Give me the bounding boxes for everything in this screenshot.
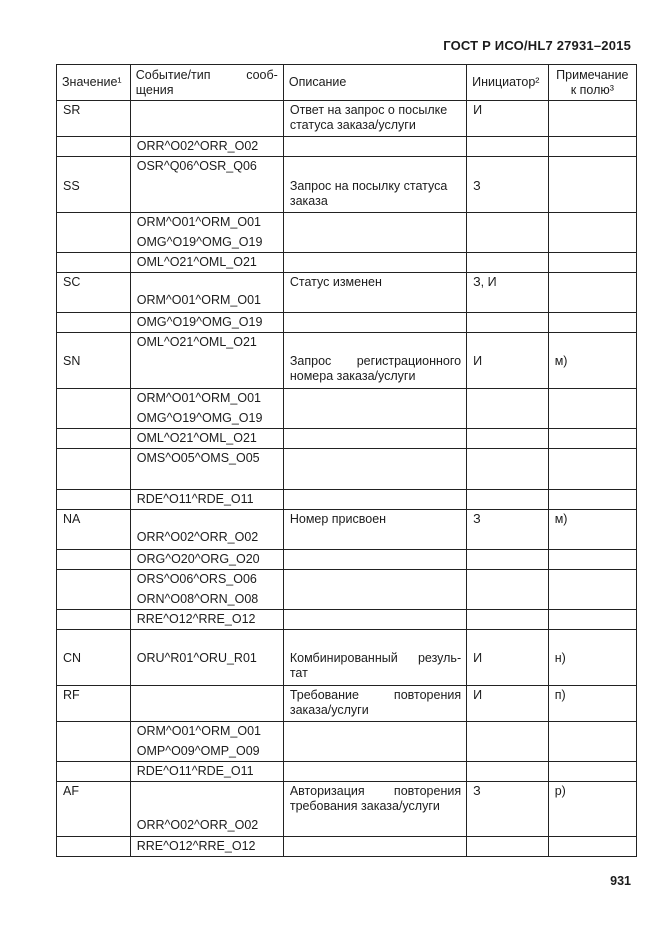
table-row: [57, 837, 637, 857]
cell-description: [283, 590, 466, 610]
cell-value: [57, 409, 131, 429]
cell-description: [283, 742, 466, 762]
cell-note: [548, 742, 636, 762]
cell-initiator: [467, 137, 549, 157]
table-row: [57, 550, 637, 570]
cell-value: [57, 570, 131, 590]
table-row: [57, 686, 637, 722]
cell-initiator: [467, 213, 549, 233]
cell-initiator: [467, 550, 549, 570]
cell-note: [548, 630, 636, 686]
table-row: [57, 630, 637, 686]
cell-value: [57, 762, 131, 782]
desc-word: Требование: [289, 688, 359, 702]
cell-initiator: [467, 333, 549, 389]
cell-description: [283, 762, 466, 782]
table-row: [57, 449, 637, 490]
cell-description: [283, 837, 466, 857]
cell-value: [57, 253, 131, 273]
cell-description: [283, 333, 466, 389]
cell-value: [57, 590, 131, 610]
table-row: [57, 157, 637, 213]
cell-event: OMS^O05^OMS_O05: [130, 449, 283, 490]
value-text: CN: [63, 651, 82, 665]
note-text: м): [554, 354, 568, 368]
value-text: SS: [63, 179, 80, 193]
cell-description: [283, 449, 466, 490]
table-header-row: [57, 65, 637, 101]
cell-value: [57, 490, 131, 510]
table-row: [57, 490, 637, 510]
col-header-event-b: сооб-: [246, 68, 278, 82]
table-row: [57, 610, 637, 630]
cell-value: [57, 722, 131, 742]
cell-description: [283, 686, 466, 722]
cell-initiator: З: [467, 510, 549, 550]
cell-note: [548, 333, 636, 389]
cell-note: п): [548, 686, 636, 722]
cell-description: Статус изменен: [283, 273, 466, 313]
cell-event: [130, 630, 283, 686]
cell-note: [548, 137, 636, 157]
cell-event: OML^O21^OML_O21: [130, 333, 283, 389]
col-header-note: [548, 65, 636, 101]
table-row: [57, 313, 637, 333]
cell-event: OML^O21^OML_O21: [130, 253, 283, 273]
desc-line: [290, 784, 461, 799]
desc-line: [290, 688, 461, 703]
cell-initiator: [467, 429, 549, 449]
cell-note: р): [548, 782, 636, 837]
value-text: SN: [63, 354, 81, 368]
cell-description: [283, 313, 466, 333]
cell-event: RDE^O11^RDE_O11: [130, 762, 283, 782]
cell-value: AF: [57, 782, 131, 837]
event-text: ORM^O01^ORM_O01: [136, 293, 262, 307]
cell-event: [130, 101, 283, 137]
cell-initiator: [467, 742, 549, 762]
cell-description: [283, 101, 466, 137]
desc-word: Авторизация: [289, 784, 365, 798]
cell-description: [283, 490, 466, 510]
cell-description: [283, 137, 466, 157]
cell-value: [57, 429, 131, 449]
cell-event: OML^O21^OML_O21: [130, 429, 283, 449]
document-header: ГОСТ Р ИСО/HL7 27931–2015: [443, 38, 631, 53]
table-row: [57, 253, 637, 273]
cell-note: [548, 449, 636, 490]
cell-note: [548, 409, 636, 429]
cell-description: [283, 253, 466, 273]
cell-event: OMG^O19^OMG_O19: [130, 409, 283, 429]
cell-note: [548, 550, 636, 570]
cell-note: [548, 313, 636, 333]
cell-initiator: [467, 610, 549, 630]
cell-value: [57, 630, 131, 686]
cell-event: ORM^O01^ORM_O01: [130, 213, 283, 233]
cell-value: [57, 550, 131, 570]
cell-initiator: [467, 157, 549, 213]
table-row: [57, 742, 637, 762]
desc-word: Комбинированный: [289, 651, 398, 665]
col-header-value: Значение¹: [57, 65, 131, 101]
cell-note: [548, 722, 636, 742]
cell-description: Номер присвоен: [283, 510, 466, 550]
cell-initiator: З: [467, 782, 549, 837]
cell-event: RDE^O11^RDE_O11: [130, 490, 283, 510]
cell-event: RRE^O12^RRE_O12: [130, 837, 283, 857]
page-number: 931: [610, 874, 631, 888]
cell-note: [548, 233, 636, 253]
cell-initiator: [467, 762, 549, 782]
note-text: н): [554, 651, 566, 665]
table-row: [57, 570, 637, 590]
cell-description: [283, 550, 466, 570]
cell-note: [548, 490, 636, 510]
cell-initiator: [467, 389, 549, 409]
cell-description: [283, 570, 466, 590]
initiator-text: И: [473, 651, 483, 665]
cell-value: [57, 313, 131, 333]
cell-value: RF: [57, 686, 131, 722]
col-header-event-a: Событие/тип: [135, 68, 211, 82]
desc-line: [290, 354, 461, 369]
col-header-initiator: Инициатор²: [467, 65, 549, 101]
initiator-text: З: [473, 179, 481, 193]
cell-initiator: [467, 630, 549, 686]
desc-line: [290, 651, 461, 666]
col-header-note-b: к полю³: [570, 82, 614, 97]
cell-note: [548, 590, 636, 610]
cell-initiator: И: [467, 686, 549, 722]
table-row: [57, 137, 637, 157]
table-row: [57, 782, 637, 837]
desc-line: номера заказа/услуги: [289, 369, 416, 383]
cell-event: ORM^O01^ORM_O01: [130, 722, 283, 742]
cell-event: ORG^O20^ORG_O20: [130, 550, 283, 570]
event-text: ORU^R01^ORU_R01: [136, 651, 257, 665]
cell-event: [130, 273, 283, 313]
cell-description: [283, 409, 466, 429]
cell-value: SR: [57, 101, 131, 137]
cell-description: [283, 213, 466, 233]
cell-description: [283, 389, 466, 409]
table-row: [57, 389, 637, 409]
cell-event: ORR^O02^ORR_O02: [130, 137, 283, 157]
cell-note: [548, 101, 636, 137]
cell-event: ORM^O01^ORM_O01: [130, 389, 283, 409]
cell-note: [548, 253, 636, 273]
cell-event: [130, 782, 283, 837]
desc-word: регистрационного: [356, 354, 462, 368]
table-row: [57, 409, 637, 429]
cell-description: [283, 429, 466, 449]
cell-event: [130, 686, 283, 722]
col-header-event-c: щения: [135, 83, 174, 97]
col-header-note-a: Примечание: [556, 67, 629, 82]
cell-description: [283, 233, 466, 253]
table-row: [57, 333, 637, 389]
col-header-event: [130, 65, 283, 101]
cell-event: [130, 510, 283, 550]
cell-value: [57, 449, 131, 490]
cell-initiator: [467, 722, 549, 742]
cell-value: SC: [57, 273, 131, 313]
cell-description: [283, 157, 466, 213]
cell-note: [548, 570, 636, 590]
cell-note: [548, 837, 636, 857]
desc-line: заказа: [289, 194, 328, 208]
cell-value: [57, 233, 131, 253]
event-text: ORR^O02^ORR_O02: [136, 818, 259, 832]
desc-word: резуль-: [417, 651, 462, 665]
table-row: [57, 273, 637, 313]
cell-initiator: [467, 449, 549, 490]
cell-description: [283, 610, 466, 630]
cell-event: OMG^O19^OMG_O19: [130, 233, 283, 253]
cell-description: [283, 630, 466, 686]
desc-line: Запрос на посылку статуса: [289, 179, 448, 193]
desc-word: повторения: [393, 784, 462, 798]
cell-value: [57, 137, 131, 157]
cell-note: м): [548, 510, 636, 550]
desc-word: Запрос: [289, 354, 332, 368]
cell-note: [548, 762, 636, 782]
col-header-description: Описание: [283, 65, 466, 101]
event-text: ORR^O02^ORR_O02: [136, 530, 259, 544]
cell-event: OMG^O19^OMG_O19: [130, 313, 283, 333]
cell-description: [283, 782, 466, 837]
cell-initiator: [467, 570, 549, 590]
cell-note: [548, 213, 636, 233]
cell-initiator: [467, 837, 549, 857]
cell-value: [57, 157, 131, 213]
cell-value: [57, 389, 131, 409]
cell-value: [57, 213, 131, 233]
table-row: [57, 722, 637, 742]
cell-event: OSR^Q06^OSR_Q06: [130, 157, 283, 213]
cell-value: [57, 333, 131, 389]
cell-value: [57, 742, 131, 762]
desc-line: заказа/услуги: [289, 703, 369, 717]
cell-event: ORS^O06^ORS_O06: [130, 570, 283, 590]
table-row: [57, 213, 637, 233]
table-row: [57, 101, 637, 137]
cell-initiator: [467, 253, 549, 273]
cell-initiator: [467, 313, 549, 333]
cell-initiator: [467, 490, 549, 510]
cell-event: ORN^O08^ORN_O08: [130, 590, 283, 610]
desc-line: Ответ на запрос о посылке: [289, 103, 448, 117]
cell-initiator: З, И: [467, 273, 549, 313]
table-row: [57, 233, 637, 253]
cell-value: [57, 837, 131, 857]
cell-note: [548, 157, 636, 213]
cell-value: NA: [57, 510, 131, 550]
gost-table: [56, 64, 637, 857]
cell-initiator: [467, 233, 549, 253]
cell-description: [283, 722, 466, 742]
desc-word: повторения: [393, 688, 462, 702]
table-row: [57, 510, 637, 550]
desc-line: статуса заказа/услуги: [289, 118, 416, 132]
cell-note: [548, 273, 636, 313]
desc-line: тат: [289, 666, 308, 680]
cell-note: [548, 389, 636, 409]
table-row: [57, 762, 637, 782]
cell-initiator: [467, 590, 549, 610]
desc-line: требования заказа/услуги: [289, 799, 440, 813]
cell-event: OMP^O09^OMP_O09: [130, 742, 283, 762]
cell-initiator: [467, 409, 549, 429]
table-row: [57, 590, 637, 610]
initiator-text: И: [473, 354, 483, 368]
cell-initiator: И: [467, 101, 549, 137]
cell-value: [57, 610, 131, 630]
cell-note: [548, 610, 636, 630]
cell-note: [548, 429, 636, 449]
cell-event: RRE^O12^RRE_O12: [130, 610, 283, 630]
table-row: [57, 429, 637, 449]
